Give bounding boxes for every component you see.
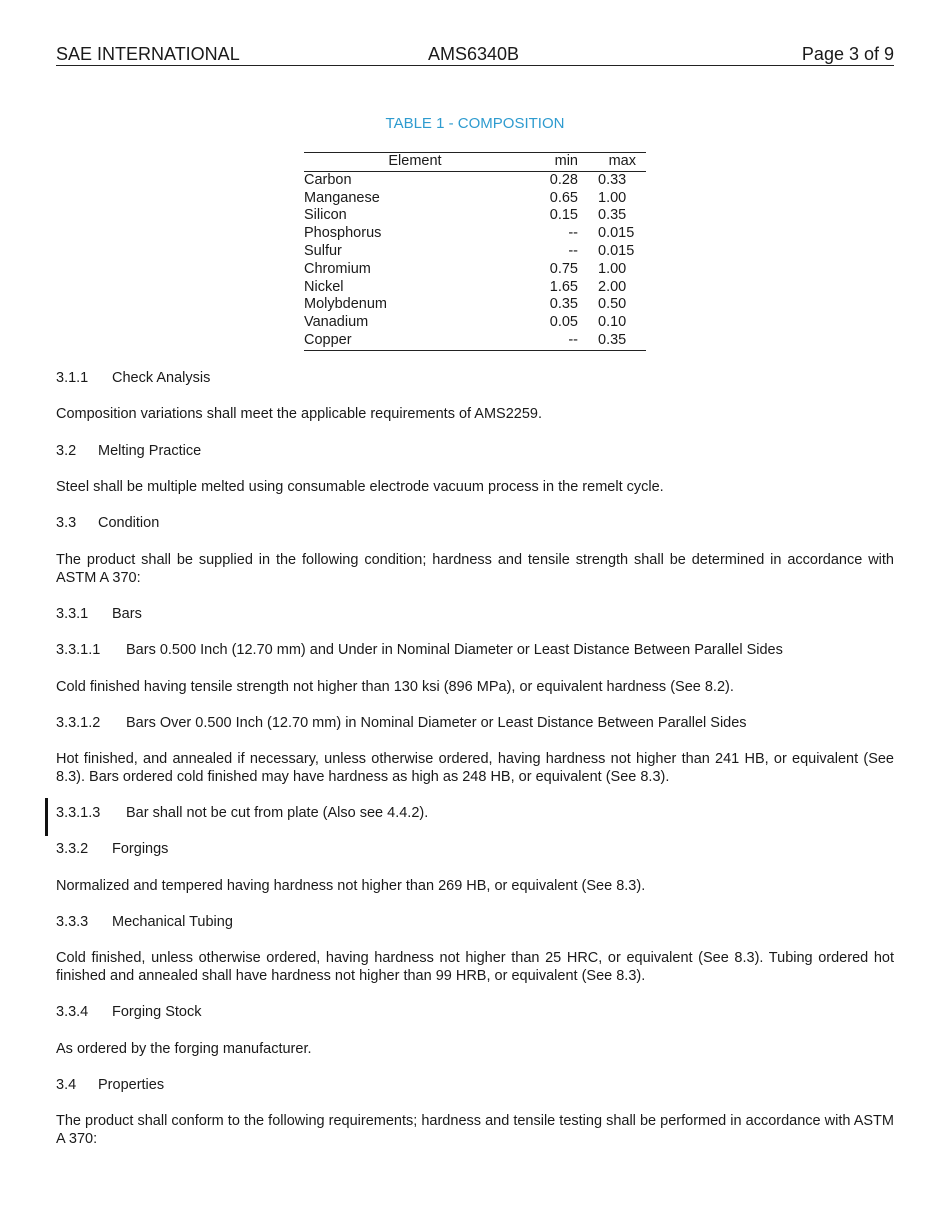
section-heading-3-3-4 xyxy=(56,1003,202,1021)
cell-element: Carbon xyxy=(304,171,352,188)
cell-element: Sulfur xyxy=(304,242,342,259)
section-number: 3.3 xyxy=(56,515,77,531)
section-title: Melting Practice xyxy=(98,443,202,459)
section-number: 3.1.1 xyxy=(56,370,89,386)
table-row xyxy=(304,332,646,350)
page-header xyxy=(56,43,894,66)
cell-max: 0.10 xyxy=(598,314,627,331)
cell-max: 0.015 xyxy=(598,225,635,242)
section-number: 3.3.1.2 xyxy=(56,715,101,731)
header-org: SAE INTERNATIONAL xyxy=(56,44,240,64)
section-text-3-3-3: Cold finished, unless otherwise ordered, having hardness not higher than 25 HRC, or equivalent (See 8.3). Tubing ordered hot finished and annealed shall have hardness not higher than 99 HRB, or equivalent (See 8.3). xyxy=(56,950,894,984)
section-title: Condition xyxy=(98,515,160,531)
table-row xyxy=(304,207,646,225)
cell-min: 1.65 xyxy=(549,278,578,295)
header-page-number: Page 3 of 9 xyxy=(801,44,894,64)
header-doc-id: AMS6340B xyxy=(428,44,520,64)
section-heading-3-3-1-3 xyxy=(56,804,429,822)
section-text-3-2: Steel shall be multiple melted using consumable electrode vacuum process in the remelt cycle. xyxy=(56,479,664,495)
section-title: Bars 0.500 Inch (12.70 mm) and Under in Nominal Diameter or Least Distance Between Parallel Sides xyxy=(126,642,783,658)
section-heading-3-2 xyxy=(56,442,202,460)
section-number: 3.3.1 xyxy=(56,606,89,622)
cell-max: 1.00 xyxy=(598,189,627,206)
section-text-3-3-1-1: Cold finished having tensile strength not higher than 130 ksi (896 MPa), or equivalent hardness (See 8.2). xyxy=(56,679,734,695)
table-row xyxy=(304,190,646,208)
section-heading-3-4 xyxy=(56,1076,165,1094)
cell-min: -- xyxy=(568,242,578,259)
column-header-max: max xyxy=(578,153,646,172)
cell-element: Copper xyxy=(304,332,526,350)
section-title: Check Analysis xyxy=(112,370,211,386)
section-heading-3-3-2 xyxy=(56,840,169,858)
cell-element: Nickel xyxy=(304,278,344,295)
column-header-element: Element xyxy=(304,153,526,172)
cell-min: 0.15 xyxy=(549,207,578,224)
section-title: Bars xyxy=(112,606,142,622)
section-title: Bar shall not be cut from plate (Also see 4.4.2). xyxy=(126,805,429,821)
cell-element: Molybdenum xyxy=(304,296,388,313)
table-row xyxy=(304,314,646,332)
cell-max: 0.35 xyxy=(598,207,627,224)
section-text-3-3-4: As ordered by the forging manufacturer. xyxy=(56,1041,312,1057)
table-header-row xyxy=(304,153,646,172)
section-number: 3.4 xyxy=(56,1077,77,1093)
section-title: Forging Stock xyxy=(112,1004,202,1020)
section-heading-3-1-1 xyxy=(56,369,211,387)
table-title: TABLE 1 - COMPOSITION xyxy=(385,115,565,132)
cell-min: 0.75 xyxy=(549,260,578,277)
cell-max: 0.35 xyxy=(578,332,646,350)
section-title: Forgings xyxy=(112,841,169,857)
section-heading-3-3 xyxy=(56,514,160,532)
section-title: Mechanical Tubing xyxy=(112,914,233,930)
column-header-min: min xyxy=(526,153,578,172)
section-heading-3-3-1-1 xyxy=(56,641,783,659)
section-title: Bars Over 0.500 Inch (12.70 mm) in Nominal Diameter or Least Distance Between Parallel Sides xyxy=(126,715,747,731)
table-row xyxy=(304,261,646,279)
cell-min: 0.05 xyxy=(549,314,578,331)
cell-min: -- xyxy=(526,332,578,350)
cell-max: 0.50 xyxy=(598,296,627,313)
cell-element: Silicon xyxy=(304,207,347,224)
cell-min: -- xyxy=(568,225,578,242)
section-heading-3-3-3 xyxy=(56,913,233,931)
cell-element: Chromium xyxy=(304,260,371,277)
cell-max: 2.00 xyxy=(598,278,627,295)
cell-element: Phosphorus xyxy=(304,225,382,242)
section-text-3-3: The product shall be supplied in the following condition; hardness and tensile strength shall be determined in accordance with ASTM A 370: xyxy=(56,552,894,586)
cell-min: 0.35 xyxy=(549,296,578,313)
section-number: 3.3.4 xyxy=(56,1004,89,1020)
table-row xyxy=(304,171,646,189)
cell-element: Vanadium xyxy=(304,314,369,331)
revision-change-bar xyxy=(45,798,48,836)
section-heading-3-3-1 xyxy=(56,605,142,623)
cell-element: Manganese xyxy=(304,189,380,206)
composition-table xyxy=(304,152,646,351)
section-number: 3.2 xyxy=(56,443,77,459)
table-row xyxy=(304,296,646,314)
section-heading-3-3-1-2 xyxy=(56,714,747,732)
section-number: 3.3.2 xyxy=(56,841,89,857)
cell-max: 0.015 xyxy=(598,242,635,259)
section-number: 3.3.3 xyxy=(56,914,89,930)
cell-max: 1.00 xyxy=(598,260,627,277)
section-number: 3.3.1.1 xyxy=(56,642,101,658)
table-row xyxy=(304,243,646,261)
section-text-3-3-2: Normalized and tempered having hardness not higher than 269 HB, or equivalent (See 8.3). xyxy=(56,878,646,894)
cell-max: 0.33 xyxy=(598,171,627,188)
section-text-3-1-1: Composition variations shall meet the applicable requirements of AMS2259. xyxy=(56,406,543,422)
section-text-3-3-1-2: Hot finished, and annealed if necessary, unless otherwise ordered, having hardness not higher than 241 HB, or equivalent (See 8.3). Bars ordered cold finished may have hardness as high as 248 HB, or equivalent (See 8.3). xyxy=(56,751,894,785)
cell-min: 0.28 xyxy=(549,171,578,188)
table-row xyxy=(304,279,646,297)
section-text-3-4: The product shall conform to the following requirements; hardness and tensile testing shall be performed in accordance with ASTM A 370: xyxy=(56,1113,894,1147)
cell-min: 0.65 xyxy=(549,189,578,206)
section-title: Properties xyxy=(98,1077,165,1093)
section-number: 3.3.1.3 xyxy=(56,805,101,821)
table-row xyxy=(304,225,646,243)
